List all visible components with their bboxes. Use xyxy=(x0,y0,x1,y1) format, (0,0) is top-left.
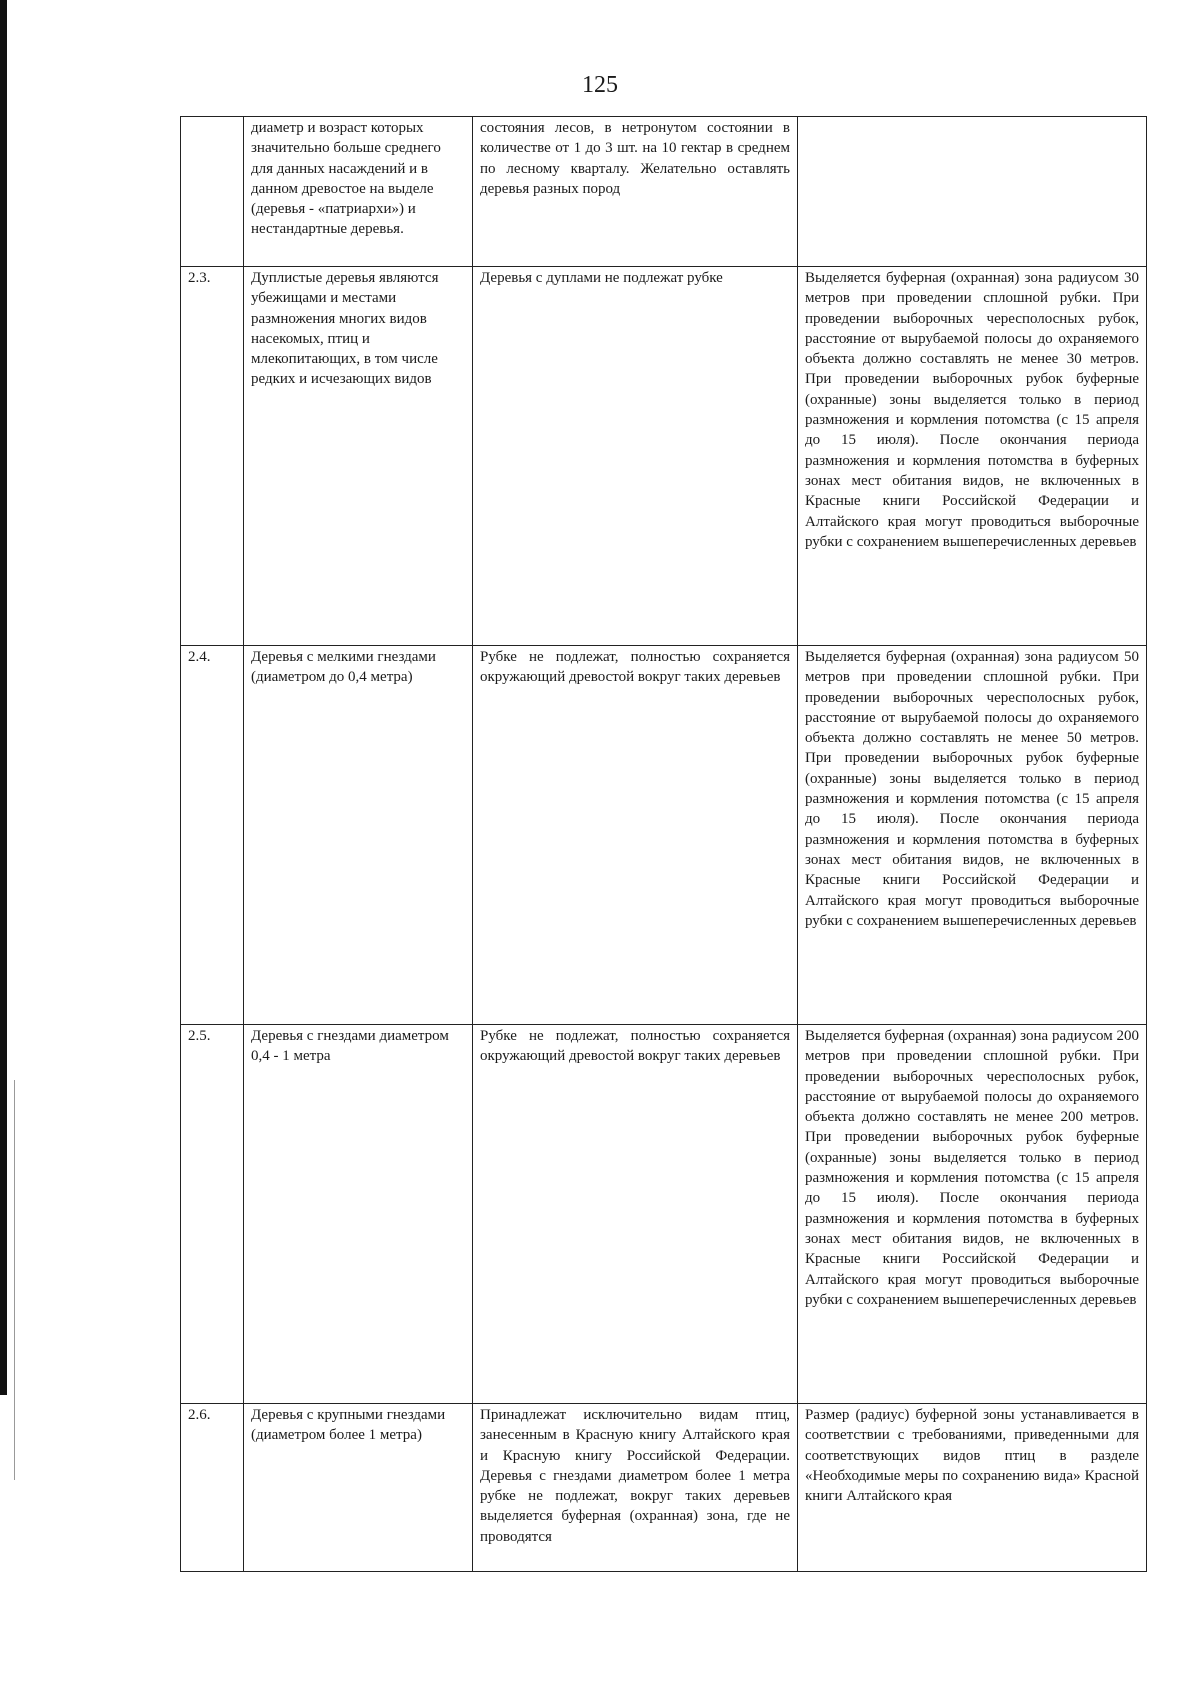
buffer-zone-cell xyxy=(798,117,1147,267)
row-number: 2.4. xyxy=(181,646,244,1025)
row-number xyxy=(181,117,244,267)
table-row xyxy=(181,1404,1147,1572)
row-number: 2.5. xyxy=(181,1025,244,1404)
table-row xyxy=(181,1025,1147,1404)
tree-type-cell: Деревья с крупными гнездами (диаметром более 1 метра) xyxy=(244,1404,473,1572)
scan-edge-shadow xyxy=(0,0,7,1395)
table-row xyxy=(181,646,1147,1025)
requirements-table xyxy=(180,116,1147,1572)
tree-type-cell: Деревья с мелкими гнездами (диаметром до 0,4 метра) xyxy=(244,646,473,1025)
row-number: 2.3. xyxy=(181,267,244,646)
page-number: 125 xyxy=(582,72,618,98)
tree-type-cell: Деревья с гнездами диаметром 0,4 - 1 метра xyxy=(244,1025,473,1404)
felling-rule-cell: Принадлежат исключительно видам птиц, занесенным в Красную книгу Алтайского края и Красную книгу Российской Федерации. Деревья с гнездами диаметром более 1 метра рубке не подлежат, вокруг таких деревьев выделяется буферная (охранная) зона, где не проводятся xyxy=(473,1404,798,1572)
felling-rule-cell: Рубке не подлежат, полностью сохраняется окружающий древостой вокруг таких деревьев xyxy=(473,1025,798,1404)
felling-rule-cell: состояния лесов, в нетронутом состоянии в количестве от 1 до 3 шт. на 10 гектар в среднем по лесному кварталу. Желательно оставлять деревья разных пород xyxy=(473,117,798,267)
felling-rule-cell: Рубке не подлежат, полностью сохраняется окружающий древостой вокруг таких деревьев xyxy=(473,646,798,1025)
tree-type-cell: диаметр и возраст которых значительно больше среднего для данных насаждений и в данном древостое на выделе (деревья - «патриархи») и нестандартные деревья. xyxy=(244,117,473,267)
buffer-zone-cell: Размер (радиус) буферной зоны устанавливается в соответствии с требованиями, приведенными для соответствующих видов птиц в разделе «Необходимые меры по сохранению вида» Красной книги Алтайского края xyxy=(798,1404,1147,1572)
buffer-zone-cell: Выделяется буферная (охранная) зона радиусом 200 метров при проведении сплошной рубки. При проведении выборочных чересполосных рубок, расстояние от вырубаемой полосы до охраняемого объекта должно составлять не менее 200 метров. При проведении выборочных рубок буферные (охранные) зоны выделяется только в период размножения и кормления потомства (с 15 апреля до 15 июля). После окончания периода размножения и кормления потомства в буферных зонах мест обитания видов, не включенных в Красные книги Российской Федерации и Алтайского края могут проводиться выборочные рубки с сохранением вышеперечисленных деревьев xyxy=(798,1025,1147,1404)
buffer-zone-cell: Выделяется буферная (охранная) зона радиусом 50 метров при проведении сплошной рубки. При проведении выборочных чересполосных рубок, расстояние от вырубаемой полосы до охраняемого объекта должно составлять не менее 50 метров. При проведении выборочных рубок буферные (охранные) зоны выделяется только в период размножения и кормления потомства (с 15 апреля до 15 июля). После окончания периода размножения и кормления потомства в буферных зонах мест обитания видов, не включенных в Красные книги Российской Федерации и Алтайского края могут проводиться выборочные рубки с сохранением вышеперечисленных деревьев xyxy=(798,646,1147,1025)
tree-type-cell: Дуплистые деревья являются убежищами и местами размножения многих видов насекомых, птиц и млекопитающих, в том числе редких и исчезающих видов xyxy=(244,267,473,646)
table-row xyxy=(181,267,1147,646)
buffer-zone-cell: Выделяется буферная (охранная) зона радиусом 30 метров при проведении сплошной рубки. При проведении выборочных чересполосных рубок, расстояние от вырубаемой полосы до охраняемого объекта должно составлять не менее 30 метров. При проведении выборочных рубок буферные (охранные) зоны выделяется только в период размножения и кормления потомства (с 15 апреля до 15 июля). После окончания периода размножения и кормления потомства в буферных зонах мест обитания видов, не включенных в Красные книги Российской Федерации и Алтайского края могут проводиться выборочные рубки с сохранением вышеперечисленных деревьев xyxy=(798,267,1147,646)
felling-rule-cell: Деревья с дуплами не подлежат рубке xyxy=(473,267,798,646)
scan-artifact-line xyxy=(14,1080,15,1480)
table-row xyxy=(181,117,1147,267)
row-number: 2.6. xyxy=(181,1404,244,1572)
